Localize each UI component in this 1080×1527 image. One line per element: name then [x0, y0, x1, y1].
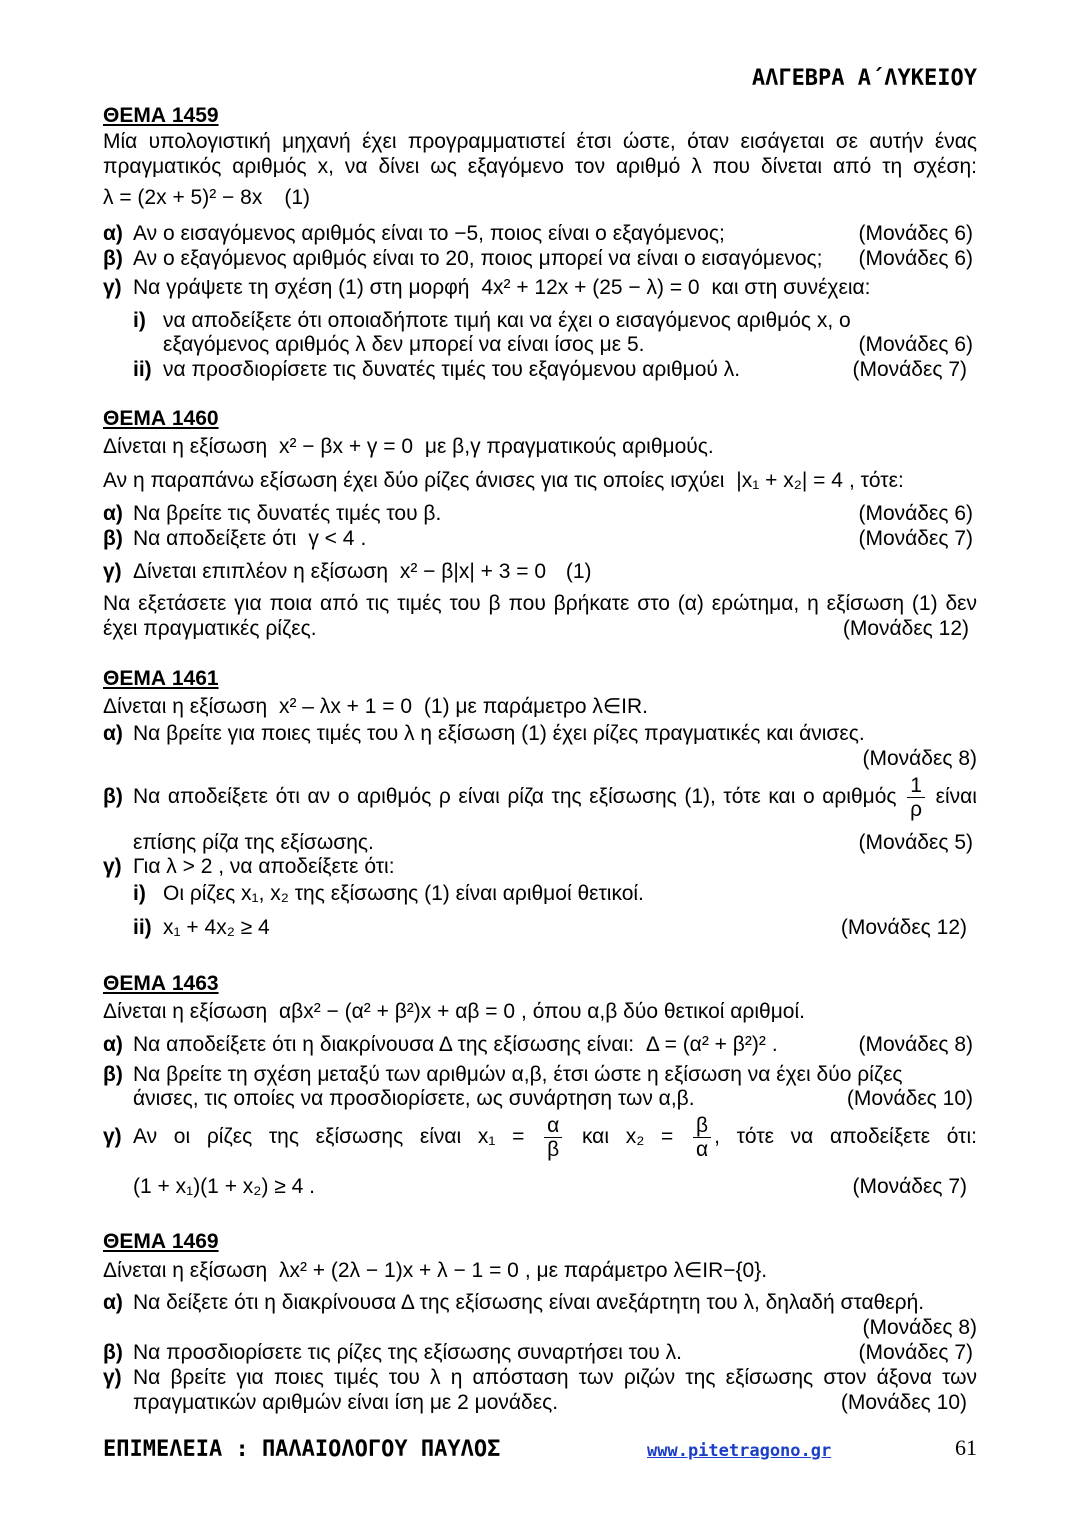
topic-1460-heading — [103, 406, 973, 431]
subquestion-text: Οι ρίζες x₁, x₂ της εξίσωσης (1) είναι αριθμοί θετικοί. — [163, 882, 644, 905]
topic-1463-question-b-cont — [103, 1086, 973, 1111]
question-text: άνισες, τις οποίες να προσδιορίσετε, ως συνάρτηση των α,β. — [133, 1087, 695, 1110]
fraction-denominator: ρ — [910, 798, 923, 821]
question-text: Αν ο εισαγόμενος αριθμός είναι το −5, ποιος είναι ο εξαγόμενος; — [133, 222, 725, 245]
subquestion-text: να αποδείξετε ότι οποιαδήποτε τιμή και να έχει ο εισαγόμενος αριθμός x, ο — [163, 309, 851, 332]
subquestion-label: ii) — [133, 916, 152, 939]
formula: λ = (2x + 5)² − 8x — [103, 186, 263, 209]
topic-1460-question-c — [103, 559, 973, 584]
question-label: α) — [103, 502, 123, 525]
question-marks: (Μονάδες 12) — [842, 617, 969, 640]
topic-1461-question-b — [103, 774, 977, 821]
intro-suffix: , με παράμετρο λ∈IR−{0}. — [524, 1259, 768, 1282]
question-marks: (Μονάδες 10) — [846, 1087, 973, 1110]
equation: αβx² − (α² + β²)x + αβ = 0 — [278, 1000, 516, 1023]
intro-text: πραγματικός αριθμός x, να δίνει ως εξαγόμενο τον αριθμό λ που δίνεται από τη σχέση: — [103, 155, 977, 178]
fraction-alpha-over-beta — [544, 1114, 562, 1161]
topic-1460-question-line-2 — [103, 616, 973, 641]
question-label: β) — [103, 247, 123, 270]
topic-1469-heading — [103, 1229, 973, 1254]
question-text — [133, 559, 592, 584]
equation: |x₁ + x₂| = 4 — [736, 469, 843, 492]
page-number: 61 — [955, 1435, 977, 1460]
root-x1-label: x₁ = — [477, 1125, 525, 1149]
fraction-denominator: β — [547, 1138, 560, 1161]
question-text: Να βρείτε για ποιες τιμές του λ η απόσταση των ριζών της εξίσωσης στον άξονα των — [133, 1366, 977, 1389]
question-marks: (Μονάδες 6) — [858, 222, 973, 245]
intro-text: Μία υπολογιστική μηχανή έχει προγραμματιστεί έτσι ώστε, όταν εισάγεται σε αυτήν ένας — [103, 130, 977, 153]
website-link[interactable]: www.pitetragono.gr — [647, 1441, 832, 1461]
equation-tag: (1) — [565, 560, 592, 583]
intro-prefix: Δίνεται η εξίσωση — [103, 695, 268, 718]
topic-title: ΘΕΜΑ 1463 — [103, 972, 219, 995]
question-marks: (Μονάδες 6) — [858, 502, 973, 525]
running-header: ΑΛΓΕΒΡΑ Α΄ΛΥΚΕΙΟΥ — [751, 66, 977, 91]
question-text — [133, 774, 977, 821]
topic-1469-intro — [103, 1258, 973, 1283]
topic-1463-question-c — [103, 1114, 977, 1161]
topic-1459-formula — [103, 185, 973, 210]
question-text-before: Αν οι ρίζες της εξίσωσης είναι — [133, 1125, 462, 1149]
intro-text — [103, 434, 714, 459]
inequality: x₁ + 4x₂ ≥ 4 — [163, 916, 270, 939]
question-text: Να βρείτε τη σχέση μεταξύ των αριθμών α,β, έτσι ώστε η εξίσωση να έχει δύο ρίζες — [133, 1063, 903, 1086]
topic-1463-heading — [103, 971, 973, 996]
question-marks: (Μονάδες 10) — [840, 1391, 967, 1414]
topic-1461-subquestion-i — [133, 881, 973, 906]
question-text — [133, 275, 870, 300]
discriminant-formula: Δ = (α² + β²)² — [645, 1033, 766, 1056]
question-text: Να εξετάσετε για ποια από τις τιμές του β που βρήκατε στο (α) ερώτημα, η εξίσωση (1) δεν — [103, 592, 977, 615]
question-label: β) — [103, 1063, 123, 1086]
topic-1459-subquestion-i-cont — [133, 332, 973, 357]
question-text — [133, 1032, 778, 1057]
topic-1460-intro — [103, 434, 973, 459]
topic-1469-question-c — [103, 1365, 977, 1390]
fraction-beta-over-alpha — [693, 1114, 711, 1161]
topic-1461-question-a-marks — [103, 746, 977, 771]
question-marks: (Μονάδες 6) — [858, 333, 973, 356]
question-marks: (Μονάδες 8) — [858, 1033, 973, 1056]
inequality: γ < 4 — [308, 527, 355, 550]
question-label: β) — [103, 785, 123, 809]
question-marks: (Μονάδες 7) — [858, 527, 973, 550]
question-marks: (Μονάδες 12) — [840, 916, 967, 939]
topic-1461-question-b-cont — [103, 830, 973, 855]
question-text-after: και στη συνέχεια: — [711, 276, 871, 299]
fraction-numerator: 1 — [907, 774, 925, 798]
intro-suffix: με β,γ πραγματικούς αριθμούς. — [424, 435, 714, 458]
intro-prefix: Δίνεται η εξίσωση — [103, 435, 268, 458]
topic-1459-question-b — [103, 246, 973, 271]
topic-title: ΘΕΜΑ 1459 — [103, 104, 219, 127]
question-text: Να δείξετε ότι η διακρίνουσα Δ της εξίσωσης είναι ανεξάρτητη του λ, δηλαδή σταθερή. — [133, 1291, 925, 1314]
subquestion-label: i) — [133, 309, 146, 332]
topic-1459-subquestion-ii — [133, 357, 973, 382]
equation: x² − β|x| + 3 = 0 — [399, 560, 546, 583]
question-marks: (Μονάδες 5) — [858, 831, 973, 854]
topic-1463-question-b — [103, 1062, 973, 1087]
topic-1469-question-c-cont — [103, 1390, 973, 1415]
intro-suffix: (1) με παράμετρο λ∈IR. — [423, 695, 648, 718]
question-label: γ) — [103, 276, 122, 299]
question-marks: (Μονάδες 8) — [862, 747, 977, 770]
topic-1461-heading — [103, 666, 973, 691]
question-text-before: Να αποδείξετε ότι — [133, 527, 297, 550]
question-text-before: Δίνεται επιπλέον η εξίσωση — [133, 560, 389, 583]
question-text: Να προσδιορίσετε τις ρίζες της εξίσωσης συναρτήσει του λ. — [133, 1341, 682, 1364]
topic-1460-question-a — [103, 501, 973, 526]
topic-1469-question-a — [103, 1290, 973, 1315]
question-text-after: , τότε να αποδείξετε ότι: — [714, 1125, 977, 1149]
fraction-one-over-rho — [907, 774, 925, 821]
question-text-after: . — [771, 1033, 778, 1056]
question-text-after: . — [360, 527, 367, 550]
question-label: α) — [103, 222, 123, 245]
equation: x² – λx + 1 = 0 — [278, 695, 413, 718]
formula-tag: (1) — [284, 186, 310, 209]
intro-prefix: Δίνεται η εξίσωση — [103, 1000, 268, 1023]
topic-1460-question-b — [103, 526, 973, 551]
question-text: Για λ > 2 , να αποδείξετε ότι: — [133, 855, 395, 878]
question-label: γ) — [103, 855, 122, 878]
footer-editor: ΕΠΙΜΕΛΕΙΑ : ΠΑΛΑΙΟΛΟΓΟΥ ΠΑΥΛΟΣ — [103, 1437, 501, 1462]
topic-1459-question-a — [103, 221, 973, 246]
condition-prefix: Αν η παραπάνω εξίσωση έχει δύο ρίζες άνισες για τις οποίες ισχύει — [103, 469, 725, 492]
topic-1461-subquestion-ii — [133, 915, 973, 940]
intro-prefix: Δίνεται η εξίσωση — [103, 1259, 268, 1282]
question-label: γ) — [103, 1366, 122, 1389]
intro-text — [103, 999, 805, 1024]
topic-1461-question-a — [103, 721, 973, 746]
question-text-before: Να αποδείξετε ότι η διακρίνουσα Δ της εξίσωσης είναι: — [133, 1033, 635, 1056]
question-marks: (Μονάδες 6) — [858, 247, 973, 270]
topic-1460-condition — [103, 468, 973, 493]
inequality: (1 + x₁)(1 + x₂) ≥ 4 . — [133, 1175, 315, 1198]
question-label: α) — [103, 1033, 123, 1056]
topic-title: ΘΕΜΑ 1461 — [103, 667, 219, 690]
topic-1459-intro-line-1 — [103, 129, 977, 154]
topic-1463-intro — [103, 999, 973, 1024]
intro-text — [103, 1258, 767, 1283]
question-text-before: Να γράψετε τη σχέση (1) στη μορφή — [133, 276, 470, 299]
fraction-numerator: α — [544, 1114, 562, 1138]
question-marks: (Μονάδες 7) — [852, 358, 967, 381]
question-text: Να βρείτε για ποιες τιμές του λ η εξίσωση (1) έχει ρίζες πραγματικές και άνισες. — [133, 722, 865, 745]
question-text-after: είναι — [935, 785, 977, 809]
equation: λx² + (2λ − 1)x + λ − 1 = 0 — [278, 1259, 519, 1282]
condition-suffix: , τότε: — [848, 469, 904, 492]
equation: 4x² + 12x + (25 − λ) = 0 — [481, 276, 700, 299]
question-text: Αν ο εξαγόμενος αριθμός είναι το 20, ποιος μπορεί να είναι ο εισαγόμενος; — [133, 247, 823, 270]
question-text: επίσης ρίζα της εξίσωσης. — [133, 831, 374, 854]
topic-1459-heading — [103, 103, 973, 128]
topic-1463-question-a — [103, 1032, 973, 1057]
equation: x² − βx + γ = 0 — [278, 435, 414, 458]
topic-1461-question-c — [103, 854, 973, 879]
topic-title: ΘΕΜΑ 1460 — [103, 407, 219, 430]
question-text: Να βρείτε τις δυνατές τιμές του β. — [133, 502, 442, 525]
question-text — [133, 526, 366, 551]
question-label: β) — [103, 1341, 123, 1364]
question-marks: (Μονάδες 7) — [858, 1341, 973, 1364]
topic-1459-subquestion-i — [133, 308, 973, 333]
topic-1461-intro — [103, 694, 973, 719]
topic-1459-question-c — [103, 275, 973, 300]
topic-1469-question-a-marks — [103, 1315, 977, 1340]
subquestion-text: εξαγόμενος αριθμός λ δεν μπορεί να είναι ίσος με 5. — [163, 333, 645, 356]
condition-text — [103, 468, 904, 493]
intro-text — [103, 694, 648, 719]
question-label: γ) — [103, 560, 122, 583]
question-text: έχει πραγματικές ρίζες. — [103, 617, 317, 640]
fraction-numerator: β — [693, 1114, 711, 1138]
question-marks: (Μονάδες 8) — [862, 1316, 977, 1339]
conjunction: και — [581, 1125, 609, 1149]
question-marks: (Μονάδες 7) — [852, 1175, 967, 1198]
subquestion-label: ii) — [133, 358, 152, 381]
root-x2-label: x₂ = — [625, 1125, 674, 1149]
question-label: γ) — [103, 1125, 122, 1149]
topic-1463-question-c-cont — [103, 1174, 973, 1199]
fraction-denominator: α — [695, 1138, 709, 1161]
subquestion-label: i) — [133, 882, 146, 905]
question-text-before: Να αποδείξετε ότι αν ο αριθμός ρ είναι ρίζα της εξίσωσης (1), τότε και ο αριθμός — [133, 785, 897, 809]
question-label: α) — [103, 722, 123, 745]
question-text — [133, 1114, 977, 1161]
topic-title: ΘΕΜΑ 1469 — [103, 1230, 219, 1253]
question-label: β) — [103, 527, 123, 550]
intro-suffix: , όπου α,β δύο θετικοί αριθμοί. — [521, 1000, 805, 1023]
topic-1469-question-b — [103, 1340, 973, 1365]
topic-1459-intro-line-2 — [103, 154, 977, 179]
subquestion-text: να προσδιορίσετε τις δυνατές τιμές του εξαγόμενου αριθμού λ. — [163, 358, 741, 381]
topic-1460-question-line-1 — [103, 591, 977, 616]
question-text: πραγματικών αριθμών είναι ίση με 2 μονάδες. — [133, 1391, 559, 1414]
question-label: α) — [103, 1291, 123, 1314]
